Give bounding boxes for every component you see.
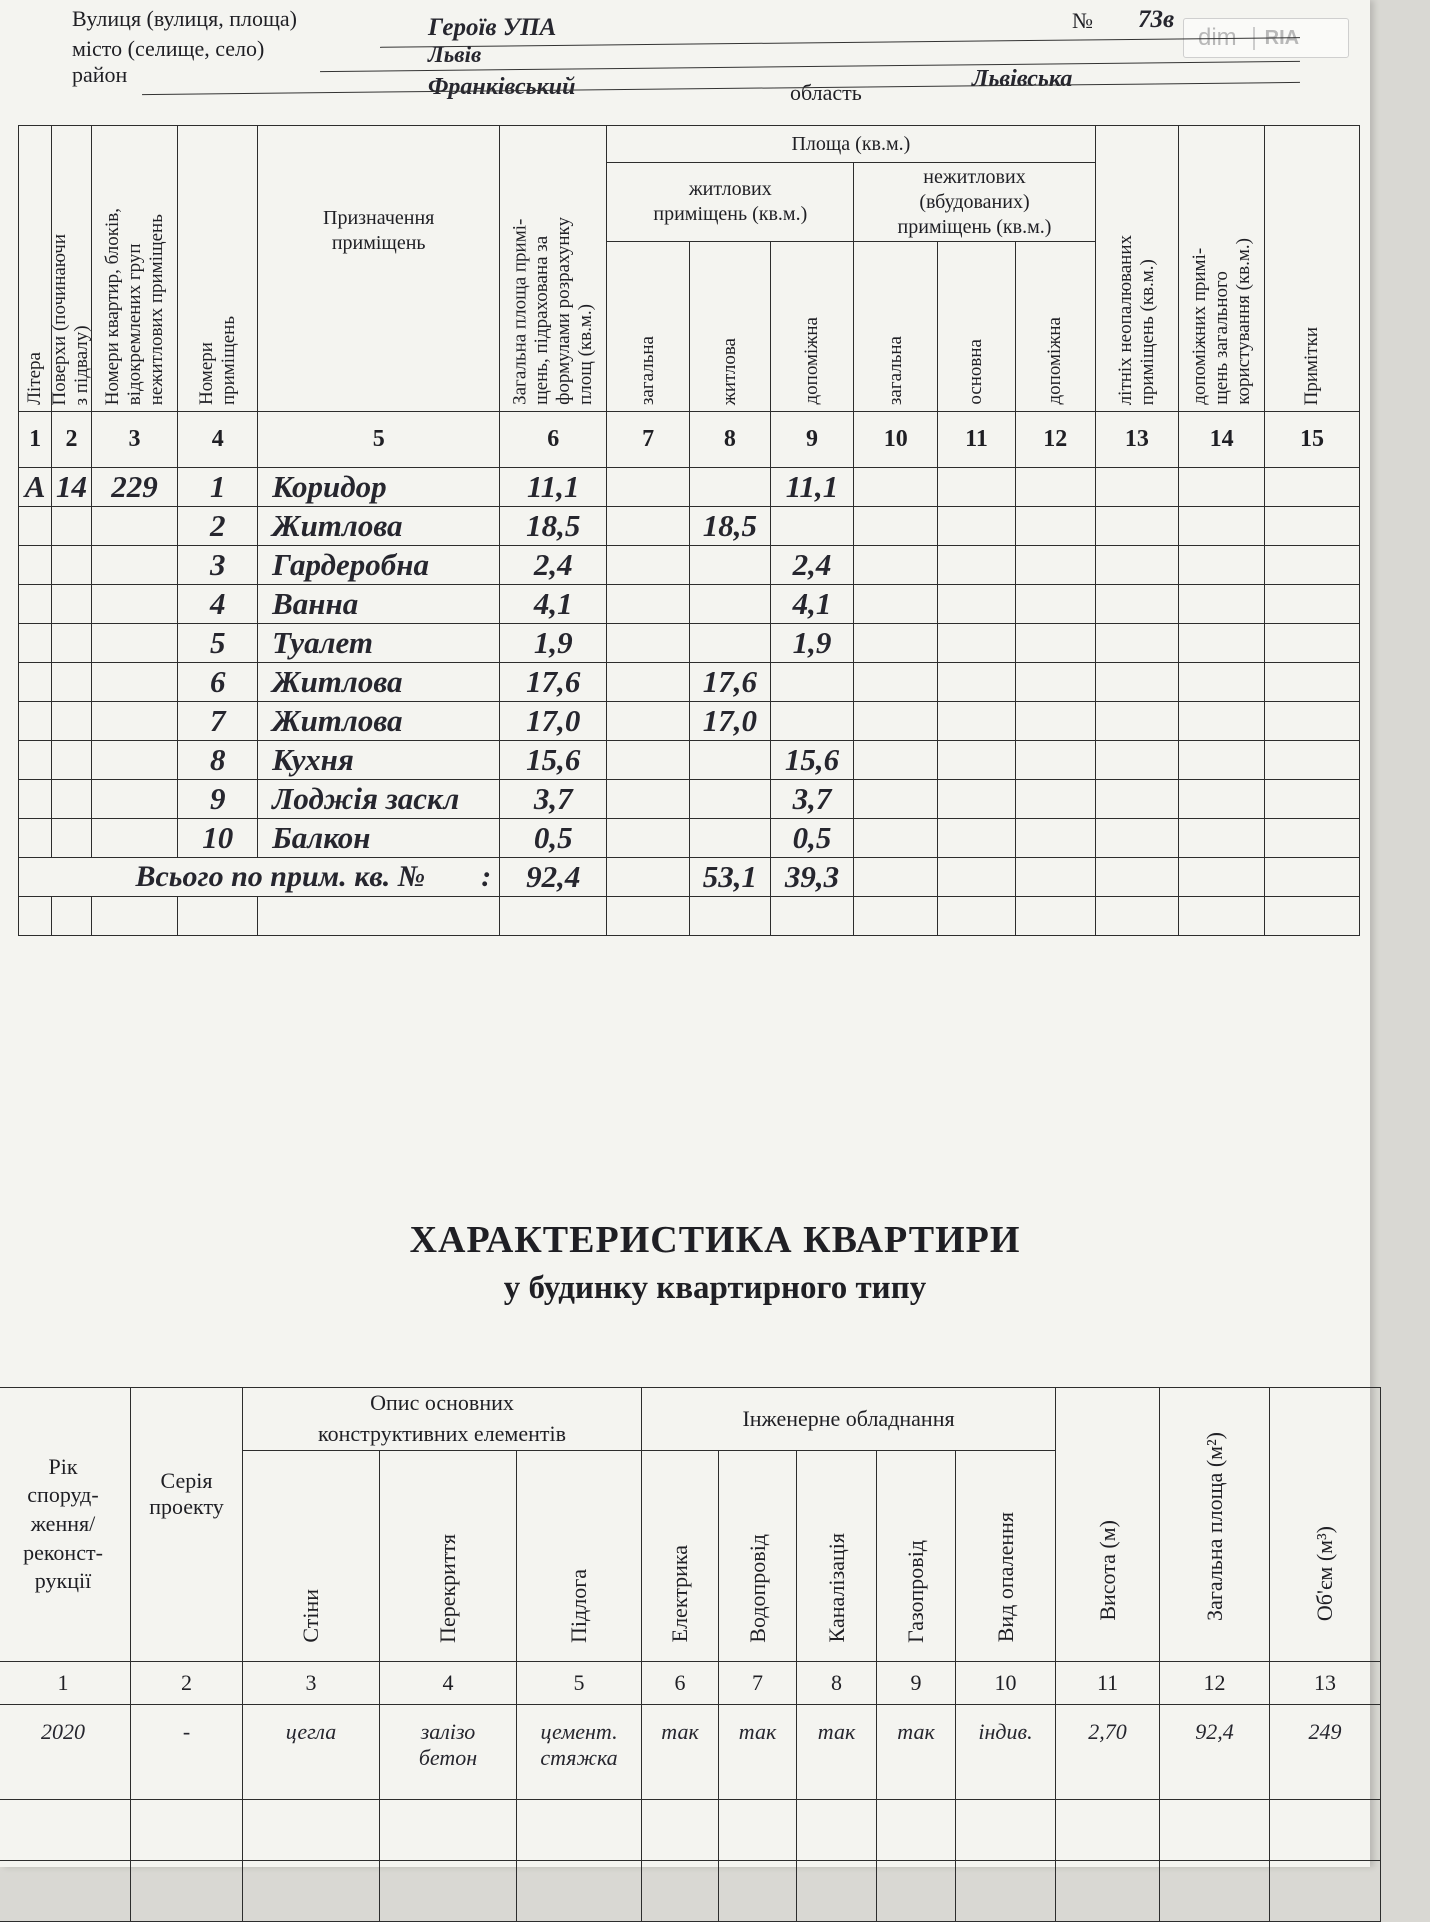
cell-purpose: Лоджія заскл (258, 780, 500, 819)
district-value: Франківський (428, 74, 576, 100)
empty-row-2 (0, 1799, 1381, 1860)
cell-litera (19, 702, 52, 741)
table-row (19, 624, 1360, 663)
header-summer-rooms: літніх неопалюваних приміщень (кв.м.) (1095, 126, 1179, 412)
table-row (19, 507, 1360, 546)
header-series: Серія проекту (131, 1388, 243, 1662)
cell-apt (91, 585, 178, 624)
empty-row-3 (0, 1860, 1381, 1921)
cell-no: 10 (178, 819, 258, 858)
cell-litera (19, 819, 52, 858)
cell-litera: А (19, 468, 52, 507)
cell-purpose: Коридор (258, 468, 500, 507)
cell-aux (770, 507, 854, 546)
table-row (19, 468, 1360, 507)
city-label: місто (селище, село) (72, 36, 265, 61)
city-value: Львів (428, 42, 482, 67)
cell-floor (52, 741, 91, 780)
value-walls: цегла (243, 1704, 380, 1799)
header-nonliving-main: основна (938, 242, 1016, 412)
cell-no: 4 (178, 585, 258, 624)
total-label: Всього по прим. кв. № : (19, 858, 500, 897)
value-flooring: цемент. стяжка (517, 1704, 642, 1799)
cell-apt (91, 819, 178, 858)
header-nonliving-total: загальна (854, 242, 938, 412)
cell-aux: 3,7 (770, 780, 854, 819)
header-engineering: Інженерне обладнання (642, 1388, 1056, 1451)
cell-apt (91, 780, 178, 819)
value-gas: так (877, 1704, 956, 1799)
header-area: Загальна площа (м²) (1160, 1388, 1270, 1662)
cell-aux: 4,1 (770, 585, 854, 624)
cell-living (689, 585, 770, 624)
cell-aux (770, 702, 854, 741)
column-number-row: 1 2 3 4 5 6 7 8 9 10 11 12 13 14 15 (19, 412, 1360, 468)
table-row (19, 741, 1360, 780)
cell-total: 11,1 (500, 468, 607, 507)
street-label: Вулиця (вулиця, площа) (72, 6, 297, 31)
cell-aux: 1,9 (770, 624, 854, 663)
header-water: Водопровід (719, 1450, 797, 1661)
cell-total: 15,6 (500, 741, 607, 780)
cell-floor: 14 (52, 468, 91, 507)
cell-purpose: Житлова (258, 663, 500, 702)
cell-no: 8 (178, 741, 258, 780)
cell-purpose: Гардеробна (258, 546, 500, 585)
value-series: - (131, 1704, 243, 1799)
header-electric: Електрика (642, 1450, 719, 1661)
header-height: Висота (м) (1056, 1388, 1160, 1662)
cell-total: 0,5 (500, 819, 607, 858)
cell-aux (770, 663, 854, 702)
cell-living (689, 468, 770, 507)
table-row (19, 546, 1360, 585)
cell-purpose: Балкон (258, 819, 500, 858)
region-label: область (790, 80, 862, 105)
cell-apt (91, 663, 178, 702)
cell-litera (19, 507, 52, 546)
dim-ria-watermark: dim RIA (1183, 18, 1349, 58)
cell-floor (52, 585, 91, 624)
street-value: Героїв УПА (428, 14, 557, 41)
header-floors: Поверхи (починаючи з підвалу) (52, 126, 91, 412)
cell-no: 2 (178, 507, 258, 546)
cell-apt (91, 507, 178, 546)
value-sewer: так (797, 1704, 877, 1799)
value-area: 92,4 (1160, 1704, 1270, 1799)
table-row (19, 702, 1360, 741)
page-subtitle: у будинку квартирного типу (503, 1270, 927, 1306)
faint-watermark (470, 780, 830, 1040)
cell-purpose: Кухня (258, 741, 500, 780)
value-heating: індив. (956, 1704, 1056, 1799)
cell-apt (91, 546, 178, 585)
cell-floor (52, 819, 91, 858)
cell-floor (52, 546, 91, 585)
cell-floor (52, 624, 91, 663)
cell-no: 9 (178, 780, 258, 819)
cell-litera (19, 624, 52, 663)
number-value: 73в (1138, 6, 1175, 33)
header-construction: Опис основних конструктивних елементів (243, 1388, 642, 1451)
header-total-area: Загальна площа примі- щень, підрахована за формулами розрахунку площ (кв.м.) (500, 126, 607, 412)
value-water: так (719, 1704, 797, 1799)
page-title: ХАРАКТЕРИСТИКА КВАРТИРИ (409, 1219, 1021, 1261)
header-walls: Стіни (243, 1450, 380, 1661)
cell-litera (19, 546, 52, 585)
header-litera: Літера (19, 126, 52, 412)
header-nonliving-aux: допоміжна (1015, 242, 1095, 412)
header-living-total: загальна (607, 242, 690, 412)
cell-no: 3 (178, 546, 258, 585)
cell-litera (19, 585, 52, 624)
cell-purpose: Ванна (258, 585, 500, 624)
characteristics-row (0, 1704, 1381, 1799)
cell-aux: 2,4 (770, 546, 854, 585)
cell-floor (52, 507, 91, 546)
header-nonliving: нежитлових (вбудованих) приміщень (кв.м.) (854, 163, 1095, 242)
district-label: район (72, 62, 128, 87)
apartment-characteristics-table (0, 1387, 1381, 1922)
cell-no: 5 (178, 624, 258, 663)
cell-total: 17,0 (500, 702, 607, 741)
header-living-aux: допоміжна (770, 242, 854, 412)
cell-no: 7 (178, 702, 258, 741)
header-volume: Об'єм (м³) (1270, 1388, 1381, 1662)
cell-total: 17,6 (500, 663, 607, 702)
cell-total: 4,1 (500, 585, 607, 624)
cell-total: 2,4 (500, 546, 607, 585)
total-area: 92,4 (500, 858, 607, 897)
header-room-numbers: Номери приміщень (178, 126, 258, 412)
cell-floor (52, 780, 91, 819)
header-notes: Примітки (1265, 126, 1360, 412)
cell-aux: 11,1 (770, 468, 854, 507)
header-gas: Газопровід (877, 1450, 956, 1661)
cell-litera (19, 663, 52, 702)
cell-apt (91, 741, 178, 780)
cell-living (689, 741, 770, 780)
column-number-row-2: 1 2 3 4 5 6 7 8 9 10 11 12 13 (0, 1661, 1381, 1704)
value-electric: так (642, 1704, 719, 1799)
header-sewer: Каналізація (797, 1450, 877, 1661)
header-common-rooms: допоміжних примі- щень загального користування (кв.м.) (1179, 126, 1265, 412)
cell-purpose: Житлова (258, 507, 500, 546)
cell-living: 18,5 (689, 507, 770, 546)
cell-litera (19, 741, 52, 780)
value-height: 2,70 (1056, 1704, 1160, 1799)
cell-apt (91, 624, 178, 663)
cell-living: 17,6 (689, 663, 770, 702)
cell-purpose: Житлова (258, 702, 500, 741)
cell-living (689, 624, 770, 663)
table-row (19, 663, 1360, 702)
header-living-main: житлова (689, 242, 770, 412)
header-floor-slabs: Перекриття (380, 1450, 517, 1661)
value-volume: 249 (1270, 1704, 1381, 1799)
cell-aux: 15,6 (770, 741, 854, 780)
cell-total: 18,5 (500, 507, 607, 546)
header-area: Площа (кв.м.) (607, 126, 1095, 163)
cell-no: 1 (178, 468, 258, 507)
cell-total: 1,9 (500, 624, 607, 663)
total-aux: 39,3 (770, 858, 854, 897)
table-row (19, 585, 1360, 624)
cell-living: 17,0 (689, 702, 770, 741)
cell-aux: 0,5 (770, 819, 854, 858)
cell-floor (52, 663, 91, 702)
header-flooring: Підлога (517, 1450, 642, 1661)
cell-purpose: Туалет (258, 624, 500, 663)
total-living: 53,1 (689, 858, 770, 897)
cell-apt (91, 702, 178, 741)
value-floor-slabs: залізо бетон (380, 1704, 517, 1799)
cell-floor (52, 702, 91, 741)
header-heating: Вид опалення (956, 1450, 1056, 1661)
header-year: Рік споруд- ження/ реконст- рукції (0, 1388, 131, 1662)
number-label: № (1072, 8, 1093, 33)
cell-apt: 229 (91, 468, 178, 507)
cell-no: 6 (178, 663, 258, 702)
region-value: Львівська (972, 66, 1073, 92)
value-year: 2020 (0, 1704, 131, 1799)
header-purpose: Призначення приміщень (258, 126, 500, 412)
header-living: житлових приміщень (кв.м.) (607, 163, 854, 242)
cell-total: 3,7 (500, 780, 607, 819)
cell-living (689, 546, 770, 585)
cell-litera (19, 780, 52, 819)
header-apt-numbers: Номери квартир, блоків, відокремлених груп нежитлових приміщень (91, 126, 178, 412)
